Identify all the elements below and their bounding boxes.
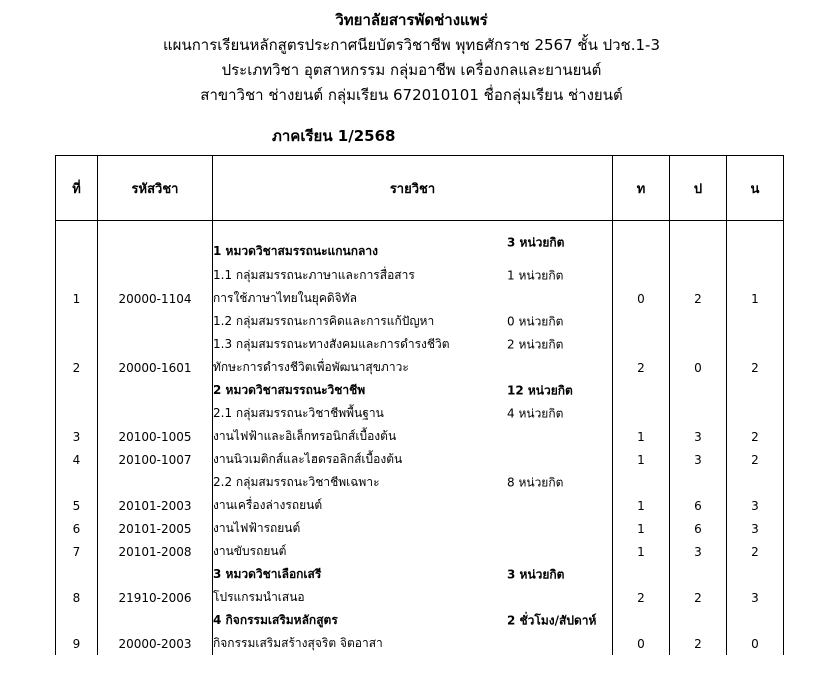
empty-cell: [613, 609, 670, 632]
theory-hours: 1: [613, 540, 670, 563]
subcategory-row: [56, 264, 784, 287]
empty-cell: [670, 333, 727, 356]
group-name: 4 กิจกรรมเสริมหลักสูตร: [213, 613, 338, 627]
empty-cell: [670, 402, 727, 425]
group-credits: 2 ชั่วโมง/สัปดาห์: [507, 613, 597, 627]
course-code: 20101-2003: [98, 494, 213, 517]
course-credits: 2: [727, 425, 784, 448]
practice-hours: 3: [670, 448, 727, 471]
empty-cell: [98, 264, 213, 287]
course-code: 20100-1007: [98, 448, 213, 471]
course-no: 1: [56, 287, 98, 310]
theory-hours: 0: [613, 632, 670, 655]
group-name: 1.1 กลุ่มสมรรถนะภาษาและการสื่อสาร: [213, 268, 415, 282]
course-row: [56, 448, 784, 471]
course-row: [56, 494, 784, 517]
course-no: 4: [56, 448, 98, 471]
empty-cell: [727, 379, 784, 402]
course-code: 20000-2003: [98, 632, 213, 655]
course-code: 20000-1601: [98, 356, 213, 379]
course-no: 3: [56, 425, 98, 448]
empty-cell: [56, 563, 98, 586]
col-header-no: ที่: [56, 156, 98, 221]
course-no: 2: [56, 356, 98, 379]
course-credits: 2: [727, 356, 784, 379]
group-credits: 12 หน่วยกิต: [507, 383, 573, 397]
empty-cell: [98, 310, 213, 333]
empty-cell: [727, 264, 784, 287]
empty-cell: [56, 264, 98, 287]
major-and-group: สาขาวิชา ช่างยนต์ กลุ่มเรียน 672010101 ชื่อกลุ่มเรียน ช่างยนต์: [200, 86, 623, 104]
course-name: โปรแกรมนำเสนอ: [213, 586, 613, 609]
empty-cell: [727, 310, 784, 333]
course-name: งานนิวเมติกส์และไฮดรอลิกส์เบื้องต้น: [213, 448, 613, 471]
empty-cell: [98, 221, 213, 265]
course-no: 7: [56, 540, 98, 563]
empty-cell: [670, 310, 727, 333]
table-body: [56, 221, 784, 656]
group-cell: [213, 264, 613, 287]
theory-hours: 1: [613, 425, 670, 448]
empty-cell: [98, 379, 213, 402]
empty-cell: [98, 609, 213, 632]
empty-cell: [613, 310, 670, 333]
empty-cell: [613, 379, 670, 402]
group-cell: [213, 379, 613, 402]
col-header-name: รายวิชา: [213, 156, 613, 221]
empty-cell: [727, 333, 784, 356]
category-row: [56, 379, 784, 402]
theory-hours: 1: [613, 448, 670, 471]
course-row: [56, 517, 784, 540]
empty-cell: [727, 402, 784, 425]
group-credits: 1 หน่วยกิต: [507, 268, 564, 282]
empty-cell: [613, 264, 670, 287]
course-name: งานเครื่องล่างรถยนต์: [213, 494, 613, 517]
subcategory-row: [56, 402, 784, 425]
course-code: 20101-2008: [98, 540, 213, 563]
course-name: กิจกรรมเสริมสร้างสุจริต จิตอาสา: [213, 632, 613, 655]
document-header: [0, 8, 823, 108]
group-cell: [213, 402, 613, 425]
theory-hours: 2: [613, 586, 670, 609]
group-cell: [213, 471, 613, 494]
practice-hours: 2: [670, 632, 727, 655]
empty-cell: [670, 471, 727, 494]
empty-cell: [56, 333, 98, 356]
category-row: [56, 221, 784, 265]
empty-cell: [670, 609, 727, 632]
course-code: 20100-1005: [98, 425, 213, 448]
empty-cell: [98, 333, 213, 356]
empty-cell: [727, 471, 784, 494]
group-cell: [213, 333, 613, 356]
empty-cell: [613, 563, 670, 586]
theory-hours: 1: [613, 517, 670, 540]
college-name: วิทยาลัยสารพัดช่างแพร่: [335, 11, 488, 29]
course-code: 21910-2006: [98, 586, 213, 609]
group-credits: 4 หน่วยกิต: [507, 406, 564, 420]
practice-hours: 6: [670, 494, 727, 517]
group-cell: [213, 609, 613, 632]
course-name: งานขับรถยนต์: [213, 540, 613, 563]
group-cell: [213, 310, 613, 333]
empty-cell: [56, 379, 98, 402]
col-header-practice: ป: [670, 156, 727, 221]
course-credits: 0: [727, 632, 784, 655]
empty-cell: [670, 264, 727, 287]
course-name: การใช้ภาษาไทยในยุคดิจิทัล: [213, 287, 613, 310]
course-no: 9: [56, 632, 98, 655]
col-header-theory: ท: [613, 156, 670, 221]
category-row: [56, 563, 784, 586]
group-name: 2.1 กลุ่มสมรรถนะวิชาชีพพื้นฐาน: [213, 406, 384, 420]
course-credits: 1: [727, 287, 784, 310]
theory-hours: 0: [613, 287, 670, 310]
group-credits: 3 หน่วยกิต: [507, 567, 565, 581]
group-credits: 3 หน่วยกิต: [507, 235, 565, 249]
course-name: งานไฟฟ้าและอิเล็กทรอนิกส์เบื้องต้น: [213, 425, 613, 448]
category-row: [56, 609, 784, 632]
course-row: [56, 540, 784, 563]
group-name: 3 หมวดวิชาเลือกเสรี: [213, 567, 322, 581]
study-plan-table: [55, 155, 784, 655]
group-name: 1.2 กลุ่มสมรรถนะการคิดและการแก้ปัญหา: [213, 314, 435, 328]
course-credits: 2: [727, 448, 784, 471]
practice-hours: 6: [670, 517, 727, 540]
course-no: 5: [56, 494, 98, 517]
group-credits: 2 หน่วยกิต: [507, 337, 564, 351]
course-row: [56, 356, 784, 379]
subcategory-row: [56, 310, 784, 333]
course-name: งานไฟฟ้ารถยนต์: [213, 517, 613, 540]
empty-cell: [613, 402, 670, 425]
practice-hours: 2: [670, 586, 727, 609]
empty-cell: [98, 402, 213, 425]
course-row: [56, 586, 784, 609]
course-code: 20101-2005: [98, 517, 213, 540]
subcategory-row: [56, 333, 784, 356]
course-name: ทักษะการดำรงชีวิตเพื่อพัฒนาสุขภาวะ: [213, 356, 613, 379]
empty-cell: [670, 379, 727, 402]
empty-cell: [56, 471, 98, 494]
course-no: 8: [56, 586, 98, 609]
empty-cell: [613, 471, 670, 494]
program-type: ประเภทวิชา อุตสาหกรรม กลุ่มอาชีพ เครื่องกลและยานยนต์: [221, 61, 602, 79]
course-code: 20000-1104: [98, 287, 213, 310]
col-header-credits: น: [727, 156, 784, 221]
group-credits: 0 หน่วยกิต: [507, 314, 564, 328]
theory-hours: 1: [613, 494, 670, 517]
empty-cell: [56, 310, 98, 333]
empty-cell: [56, 609, 98, 632]
course-no: 6: [56, 517, 98, 540]
practice-hours: 2: [670, 287, 727, 310]
course-credits: 3: [727, 586, 784, 609]
empty-cell: [727, 609, 784, 632]
empty-cell: [98, 563, 213, 586]
empty-cell: [727, 221, 784, 265]
group-cell: [213, 221, 613, 265]
empty-cell: [727, 563, 784, 586]
empty-cell: [56, 402, 98, 425]
semester-title: ภาคเรียน 1/2568: [272, 127, 396, 145]
table-header-row: [56, 156, 784, 221]
empty-cell: [613, 333, 670, 356]
course-row: [56, 287, 784, 310]
group-credits: 8 หน่วยกิต: [507, 475, 564, 489]
empty-cell: [670, 221, 727, 265]
subcategory-row: [56, 471, 784, 494]
practice-hours: 3: [670, 425, 727, 448]
practice-hours: 0: [670, 356, 727, 379]
course-credits: 3: [727, 494, 784, 517]
course-row: [56, 425, 784, 448]
empty-cell: [98, 471, 213, 494]
theory-hours: 2: [613, 356, 670, 379]
empty-cell: [56, 221, 98, 265]
empty-cell: [670, 563, 727, 586]
group-name: 2.2 กลุ่มสมรรถนะวิชาชีพเฉพาะ: [213, 475, 380, 489]
empty-cell: [613, 221, 670, 265]
course-row: [56, 632, 784, 655]
practice-hours: 3: [670, 540, 727, 563]
col-header-code: รหัสวิชา: [98, 156, 213, 221]
course-credits: 2: [727, 540, 784, 563]
curriculum-title: แผนการเรียนหลักสูตรประกาศนียบัตรวิชาชีพ พุทธศักราช 2567 ชั้น ปวช.1-3: [163, 36, 660, 54]
group-cell: [213, 563, 613, 586]
group-name: 1.3 กลุ่มสมรรถนะทางสังคมและการดำรงชีวิต: [213, 337, 450, 351]
course-credits: 3: [727, 517, 784, 540]
group-name: 1 หมวดวิชาสมรรถนะแกนกลาง: [213, 244, 378, 258]
group-name: 2 หมวดวิชาสมรรถนะวิชาชีพ: [213, 383, 366, 397]
